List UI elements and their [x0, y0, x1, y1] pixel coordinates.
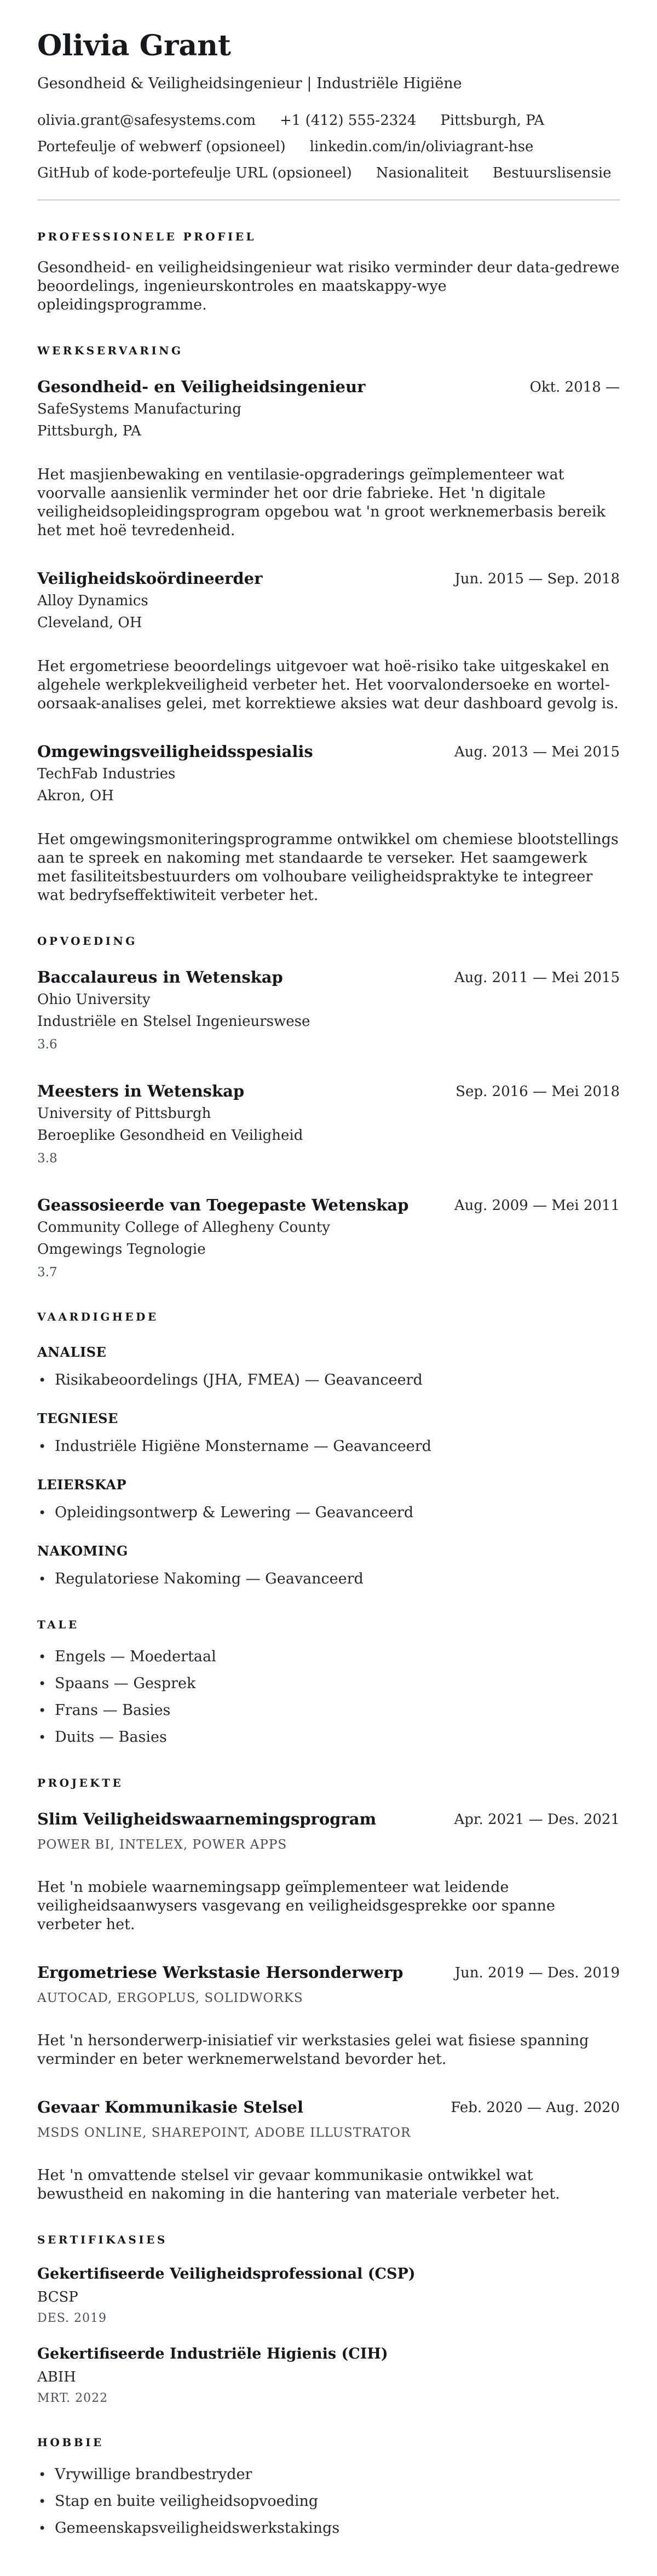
project-tools: POWER BI, INTELEX, POWER APPS — [37, 1837, 287, 1852]
education-dates: Aug. 2011 — Mei 2015 — [454, 969, 620, 986]
education-entry — [37, 1081, 620, 1167]
certification-org: BCSP — [37, 2288, 78, 2305]
education-heading: OPVOEDING — [37, 934, 137, 948]
candidate-name: Olivia Grant — [37, 29, 231, 62]
project-description: Het 'n mobiele waarnemingsapp geïmplementeer wat leidende veiligheidsaanwysers vasgevang en veiligheidsgesprekke oor spanne verbeter het. — [37, 1878, 555, 1933]
skills-heading: VAARDIGHEDE — [37, 1310, 159, 1323]
certification-date: MRT. 2022 — [37, 2391, 108, 2405]
school-name: Community College of Allegheny County — [37, 1219, 330, 1236]
hobbies-heading: HOBBIE — [37, 2435, 104, 2449]
project-dates: Apr. 2021 — Des. 2021 — [454, 1811, 620, 1828]
skill-item: • Industriële Higiëne Monstername — Geavanceerd — [37, 1437, 620, 1456]
skill-list — [37, 1437, 620, 1456]
candidate-title: Gesondheid & Veiligheidsingenieur | Industriële Higiëne — [37, 74, 462, 92]
profile-text: Gesondheid- en veiligheidsingenieur wat risiko verminder deur data-gedrewe beoordelings, ingenieurskontroles en maatskappy-wye opleidingsprogramme. — [37, 259, 620, 313]
experience-heading: WERKSERVARING — [37, 343, 183, 357]
skill-list — [37, 1570, 620, 1588]
job-dates: Aug. 2013 — Mei 2015 — [454, 743, 620, 760]
project-title: Gevaar Kommunikasie Stelsel — [37, 2097, 303, 2116]
project-title: Slim Veiligheidswaarnemingsprogram — [37, 1809, 377, 1828]
field-of-study: Beroeplike Gesondheid en Veiligheid — [37, 1127, 303, 1144]
job-location: Akron, OH — [37, 787, 114, 804]
job-title: Gesondheid- en Veiligheidsingenieur — [37, 377, 366, 396]
certification-entry — [37, 2345, 620, 2406]
project-header — [37, 1809, 620, 1829]
skill-category: NAKOMING — [37, 1542, 128, 1559]
degree-title: Baccalaureus in Wetenskap — [37, 967, 283, 986]
language-item: • Spaans — Gesprek — [37, 1674, 620, 1693]
phone-text: +1 (412) 555-2324 — [280, 112, 417, 129]
license-text: Bestuurslisensie — [492, 164, 612, 181]
job-header — [37, 742, 620, 761]
job-entry — [37, 569, 620, 713]
field-of-study: Omgewings Tegnologie — [37, 1241, 206, 1258]
skill-category: ANALISE — [37, 1344, 107, 1360]
section-certifications — [37, 2233, 620, 2406]
project-dates: Feb. 2020 — Aug. 2020 — [451, 2099, 620, 2116]
project-header — [37, 2097, 620, 2117]
school-name: University of Pittsburgh — [37, 1105, 211, 1122]
project-tools: AUTOCAD, ERGOPLUS, SOLIDWORKS — [37, 1990, 303, 2005]
education-header — [37, 1081, 620, 1101]
project-title: Ergometriese Werkstasie Hersonderwerp — [37, 1963, 404, 1982]
project-description: Het 'n omvattende stelsel vir gevaar kommunikasie ontwikkel wat bewustheid en nakoming in die hantering van materiale verbeter het. — [37, 2166, 560, 2202]
skill-list — [37, 1371, 620, 1390]
degree-title: Geassosieerde van Toegepaste Wetenskap — [37, 1195, 409, 1214]
language-item: • Engels — Moedertaal — [37, 1648, 620, 1666]
job-description: Het masjienbewaking en ventilasie-opgraderings geïmplementeer wat voorvalle aansienlik verminder het oor drie fabrieke. Het 'n digitale veiligheidsopleidingsprogram opgebou wat 'n groot werknemerbasis bereik het met hoë tevredenheid. — [37, 466, 606, 539]
job-header — [37, 569, 620, 588]
section-experience — [37, 344, 620, 905]
contact-row-3 — [37, 164, 620, 182]
skill-category: TEGNIESE — [37, 1410, 118, 1426]
skill-item: • Opleidingsontwerp & Lewering — Geavanceerd — [37, 1504, 620, 1522]
gpa-value: 3.7 — [37, 1265, 57, 1280]
header-divider — [37, 199, 620, 200]
languages-heading: TALE — [37, 1617, 79, 1631]
job-dates: Jun. 2015 — Sep. 2018 — [454, 570, 620, 587]
field-of-study: Industriële en Stelsel Ingenieurswese — [37, 1013, 310, 1030]
location-text: Pittsburgh, PA — [440, 112, 545, 129]
section-profile — [37, 230, 620, 314]
job-location: Pittsburgh, PA — [37, 422, 141, 439]
job-description: Het omgewingsmoniteringsprogramme ontwikkel om chemiese blootstellings aan te spreek en nakoming met standaarde te verseker. Het saamgewerk met fasiliteitsbestuurders om volhoubare veiligheidspraktyke te integreer wat bedryfseffektiwiteit verbeter het. — [37, 830, 619, 904]
resume-header — [37, 30, 620, 200]
email-text: olivia.grant@safesystems.com — [37, 112, 256, 129]
job-company: Alloy Dynamics — [37, 592, 148, 609]
job-location: Cleveland, OH — [37, 614, 142, 631]
certification-date: DES. 2019 — [37, 2311, 107, 2325]
portfolio-text: Portefeulje of webwerf (opsioneel) — [37, 138, 286, 155]
hobby-item: • Gemeenskapsveiligheidswerkstakings — [37, 2519, 620, 2538]
education-header — [37, 1195, 620, 1215]
education-entry — [37, 1195, 620, 1281]
skill-list — [37, 1504, 620, 1522]
skill-item: • Risikabeoordelings (JHA, FMEA) — Geavanceerd — [37, 1371, 620, 1390]
hobby-item: • Vrywillige brandbestryder — [37, 2465, 620, 2484]
hobby-item: • Stap en buite veiligheidsopvoeding — [37, 2492, 620, 2511]
job-description: Het ergometriese beoordelings uitgevoer wat hoë-risiko take uitgeskakel en algehele werkplekveiligheid verbeter het. Het voorvalondersoeke en wortel-oorsaak-analises gelei, met korrektiewe aksies wat deur dashboard gevolg is. — [37, 657, 619, 712]
project-entry — [37, 1963, 620, 2069]
project-header — [37, 1963, 620, 1982]
job-title: Omgewingsveiligheidsspesialis — [37, 742, 313, 761]
github-text: GitHub of kode-portefeulje URL (opsioneel) — [37, 164, 352, 181]
contact-row-1 — [37, 112, 620, 129]
hobby-list — [37, 2465, 620, 2538]
section-skills — [37, 1310, 620, 1588]
certification-org: ABIH — [37, 2368, 76, 2385]
gpa-value: 3.6 — [37, 1037, 57, 1052]
contact-row-2 — [37, 138, 620, 156]
education-dates: Sep. 2016 — Mei 2018 — [456, 1083, 620, 1100]
job-company: SafeSystems Manufacturing — [37, 400, 241, 417]
degree-title: Meesters in Wetenskap — [37, 1081, 245, 1100]
project-tools: MSDS ONLINE, SHAREPOINT, ADOBE ILLUSTRATOR — [37, 2125, 411, 2140]
language-item: • Frans — Basies — [37, 1701, 620, 1720]
education-dates: Aug. 2009 — Mei 2011 — [454, 1197, 620, 1214]
language-list — [37, 1648, 620, 1747]
job-header — [37, 377, 620, 397]
section-hobbies — [37, 2436, 620, 2538]
job-title: Veiligheidskoördineerder — [37, 569, 263, 588]
language-item: • Duits — Basies — [37, 1728, 620, 1747]
section-education — [37, 934, 620, 1281]
job-dates: Okt. 2018 — — [529, 378, 620, 395]
certification-title: Gekertifiseerde Veiligheidsprofessional (CSP) — [37, 2265, 416, 2282]
school-name: Ohio University — [37, 991, 151, 1008]
section-projects — [37, 1776, 620, 2204]
linkedin-text: linkedin.com/in/oliviagrant-hse — [309, 138, 534, 155]
project-entry — [37, 2097, 620, 2204]
certification-entry — [37, 2265, 620, 2326]
project-entry — [37, 1809, 620, 1934]
project-dates: Jun. 2019 — Des. 2019 — [454, 1964, 620, 1981]
gpa-value: 3.8 — [37, 1151, 57, 1166]
certifications-heading: SERTIFIKASIES — [37, 2233, 168, 2246]
nationality-text: Nasionaliteit — [376, 164, 469, 181]
job-company: TechFab Industries — [37, 765, 176, 782]
profile-heading: PROFESSIONELE PROFIEL — [37, 230, 256, 243]
project-description: Het 'n hersonderwerp-inisiatief vir werkstasies gelei wat fisiese spanning verminder en beter werknemerwelstand bevorder het. — [37, 2032, 589, 2068]
skill-category: LEIERSKAP — [37, 1476, 127, 1493]
certification-title: Gekertifiseerde Industriële Higienis (CIH) — [37, 2345, 388, 2362]
skill-item: • Regulatoriese Nakoming — Geavanceerd — [37, 1570, 620, 1588]
job-entry — [37, 742, 620, 905]
education-entry — [37, 967, 620, 1053]
job-entry — [37, 377, 620, 540]
section-languages — [37, 1618, 620, 1747]
education-header — [37, 967, 620, 987]
projects-heading: PROJEKTE — [37, 1776, 124, 1789]
